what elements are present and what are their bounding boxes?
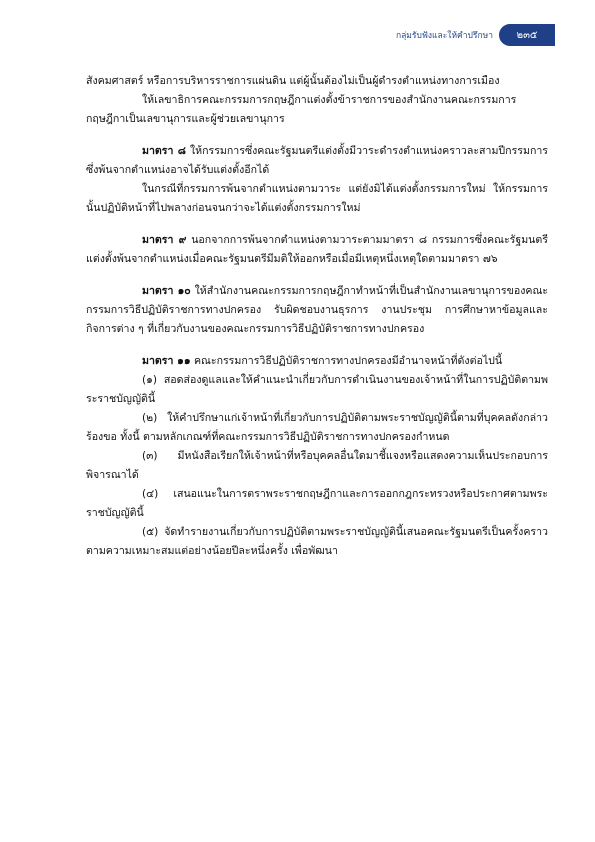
document-body [86,72,548,561]
section-number: มาตรา ๑๑ [142,355,191,367]
section-8: มาตรา ๘ ให้กรรมการซึ่งคณะรัฐมนตรีแต่งตั้งมีวาระดำรงตำแหน่งคราวละสามปีกรรมการซึ่งพ้นจากตำแหน่งอาจได้รับแต่งตั้งอีกได้ [86,145,548,176]
section-11-item-4: (๔) เสนอแนะในการตราพระราชกฤษฎีกาและการออกกฎกระทรวงหรือประกาศตามพระราชบัญญัตินี้ [86,488,548,519]
page-header [396,24,555,46]
section-number: มาตรา ๑๐ [142,285,191,297]
paragraph-secretary: ให้เลขาธิการคณะกรรมการกฤษฎีกาแต่งตั้งข้าราชการของสำนักงานคณะกรรมการกฤษฎีกาเป็นเลขานุการและผู้ช่วยเลขานุการ [86,94,517,125]
section-11-item-1: (๑) สอดส่องดูแลและให้คำแนะนำเกี่ยวกับการดำเนินงานของเจ้าหน้าที่ในการปฏิบัติตามพระราชบัญญัตินี้ [86,374,548,405]
page-number-badge: ๒๓๕ [499,24,555,46]
section-9: มาตรา ๙ นอกจากการพ้นจากตำแหน่งตามวาระตามมาตรา ๘ กรรมการซึ่งคณะรัฐมนตรีแต่งตั้งพ้นจากตำแหน่งเมื่อคณะรัฐมนตรีมีมติให้ออกหรือเมื่อมีเหตุหนึ่งเหตุใดตามมาตรา ๗๖ [86,234,548,265]
section-number: มาตรา ๙ [142,234,187,246]
paragraph-continuation: สังคมศาสตร์ หรือการบริหารราชการแผ่นดิน แต่ผู้นั้นต้องไม่เป็นผู้ดำรงตำแหน่งทางการเมือง [86,75,500,87]
section-8-paragraph-2: ในกรณีที่กรรมการพ้นจากตำแหน่งตามวาระ แต่ยังมิได้แต่งตั้งกรรมการใหม่ ให้กรรมการนั้นปฏิบัติหน้าที่ไปพลางก่อนจนกว่าจะได้แต่งตั้งกรรมการใหม่ [86,183,548,214]
section-11-item-3: (๓) มีหนังสือเรียกให้เจ้าหน้าที่หรือบุคคลอื่นใดมาชี้แจงหรือแสดงความเห็นประกอบการพิจารณาได้ [86,450,548,481]
header-title: กลุ่มรับฟังและให้คำปรึกษา [395,31,493,41]
section-10: มาตรา ๑๐ ให้สำนักงานคณะกรรมการกฤษฎีกาทำหน้าที่เป็นสำนักงานเลขานุการของคณะกรรมการวิธีปฏิบัติราชการทางปกครอง รับผิดชอบงานธุรการ งานประชุม การศึกษาหาข้อมูลและกิจการต่าง ๆ ที่เกี่ยวกับงานของคณะกรรมการวิธีปฏิบัติราชการทางปกครอง [86,285,548,335]
section-11: มาตรา ๑๑ คณะกรรมการวิธีปฏิบัติราชการทางปกครองมีอำนาจหน้าที่ดังต่อไปนี้ [142,355,503,367]
section-number: มาตรา ๘ [142,145,186,157]
section-11-item-5: (๕) จัดทำรายงานเกี่ยวกับการปฏิบัติตามพระราชบัญญัตินี้เสนอคณะรัฐมนตรีเป็นครั้งคราวตามความเหมาะสมแต่อย่างน้อยปีละหนึ่งครั้ง เพื่อพัฒนา [86,526,548,557]
section-11-item-2: (๒) ให้คำปรึกษาแก่เจ้าหน้าที่เกี่ยวกับการปฏิบัติตามพระราชบัญญัตินี้ตามที่บุคคลดังกล่าวร้องขอ ทั้งนี้ ตามหลักเกณฑ์ที่คณะกรรมการวิธีปฏิบัติราชการทางปกครองกำหนด [86,412,548,443]
